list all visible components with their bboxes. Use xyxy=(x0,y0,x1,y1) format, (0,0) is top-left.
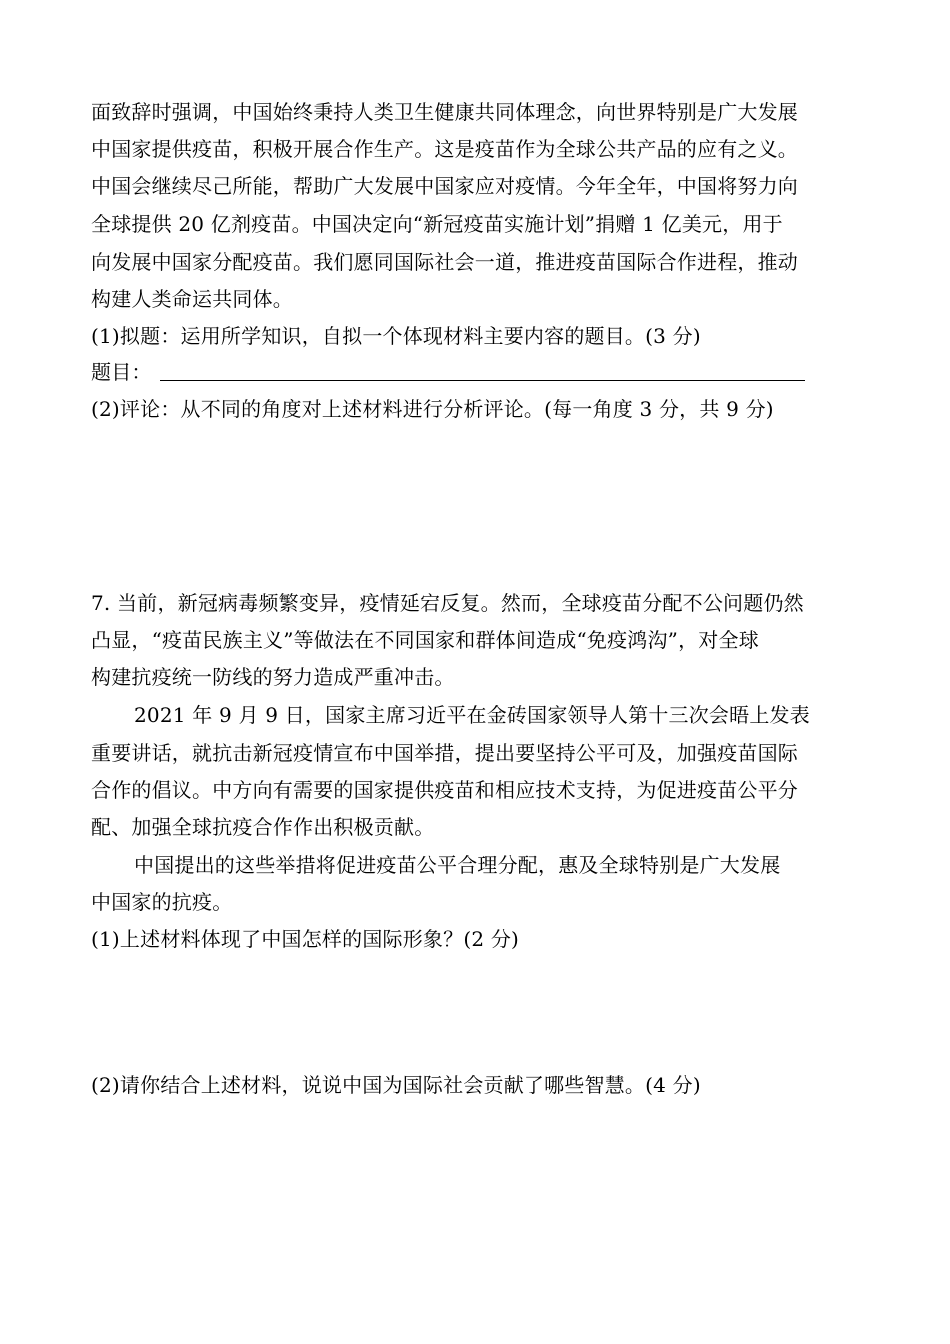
q7-paragraph-line: 重要讲话，就抗击新冠疫情宣布中国举措，提出要坚持公平可及，加强疫苗国际 xyxy=(91,741,798,765)
q7-paragraph-line: 中国提出的这些举措将促进疫苗公平合理分配，惠及全球特别是广大发展 xyxy=(134,853,781,877)
q6-material-line: 面致辞时强调，中国始终秉持人类卫生健康共同体理念，向世界特别是广大发展 xyxy=(91,100,798,124)
q6-subquestion-1: (1)拟题：运用所学知识，自拟一个体现材料主要内容的题目。(3 分) xyxy=(91,324,701,348)
q6-material-line: 向发展中国家分配疫苗。我们愿同国际社会一道，推进疫苗国际合作进程，推动 xyxy=(91,250,798,274)
q7-intro-line: 构建抗疫统一防线的努力造成严重冲击。 xyxy=(91,665,455,689)
q7-intro-line: 凸显，“疫苗民族主义”等做法在不同国家和群体间造成“免疫鸿沟”，对全球 xyxy=(91,628,759,652)
q6-title-label: 题目： xyxy=(91,360,152,384)
q7-paragraph-line: 合作的倡议。中方向有需要的国家提供疫苗和相应技术支持，为促进疫苗公平分 xyxy=(91,778,798,802)
q6-material-line: 全球提供 20 亿剂疫苗。中国决定向“新冠疫苗实施计划”捐赠 1 亿美元，用于 xyxy=(91,212,783,236)
q6-material-line: 构建人类命运共同体。 xyxy=(91,287,293,311)
q7-paragraph-line: 配、加强全球抗疫合作作出积极贡献。 xyxy=(91,815,435,839)
q7-subquestion-2: (2)请你结合上述材料，说说中国为国际社会贡献了哪些智慧。(4 分) xyxy=(91,1073,701,1097)
q7-paragraph-line: 2021 年 9 月 9 日，国家主席习近平在金砖国家领导人第十三次会晤上发表 xyxy=(134,703,810,727)
q6-material-line: 中国家提供疫苗，积极开展合作生产。这是疫苗作为全球公共产品的应有之义。 xyxy=(91,137,798,161)
q7-subquestion-1: (1)上述材料体现了中国怎样的国际形象？(2 分) xyxy=(91,927,520,951)
q7-intro-line: 7. 当前，新冠病毒频繁变异，疫情延宕反复。然而，全球疫苗分配不公问题仍然 xyxy=(91,591,804,615)
q6-subquestion-2: (2)评论：从不同的角度对上述材料进行分析评论。(每一角度 3 分，共 9 分) xyxy=(91,397,774,421)
q7-paragraph-line: 中国家的抗疫。 xyxy=(91,890,233,914)
q6-material-line: 中国会继续尽己所能，帮助广大发展中国家应对疫情。今年全年，中国将努力向 xyxy=(91,174,798,198)
q6-title-answer-line[interactable] xyxy=(160,380,805,381)
